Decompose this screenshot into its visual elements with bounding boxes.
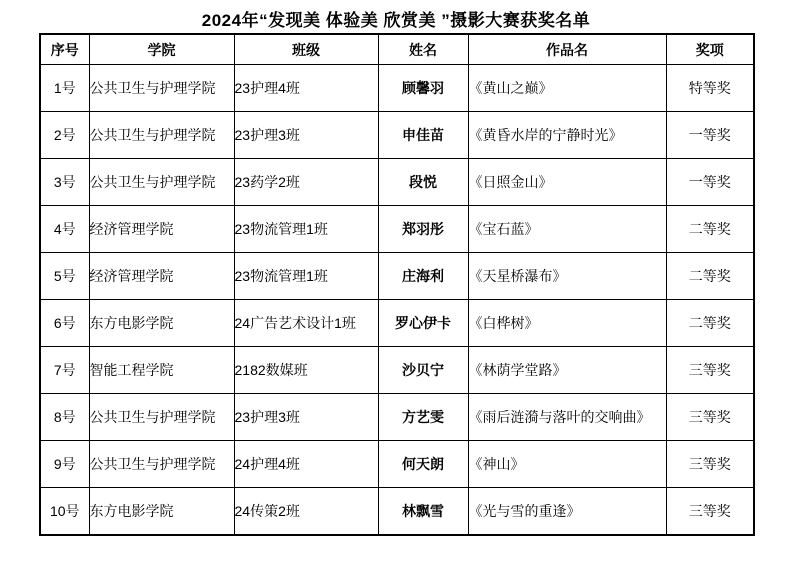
- cell-work: 《黄昏水岸的宁静时光》: [468, 112, 666, 159]
- col-header-work: 作品名: [468, 34, 666, 65]
- col-header-award: 奖项: [666, 34, 754, 65]
- cell-name: 顾馨羽: [378, 65, 468, 112]
- cell-college: 经济管理学院: [89, 253, 234, 300]
- cell-college: 智能工程学院: [89, 347, 234, 394]
- cell-award: 一等奖: [666, 112, 754, 159]
- cell-name: 庄海利: [378, 253, 468, 300]
- cell-award: 二等奖: [666, 253, 754, 300]
- table-row: [40, 394, 754, 441]
- cell-no: 2号: [40, 112, 89, 159]
- cell-no: 3号: [40, 159, 89, 206]
- table-row: [40, 347, 754, 394]
- cell-college: 经济管理学院: [89, 206, 234, 253]
- cell-work: 《林荫学堂路》: [468, 347, 666, 394]
- cell-college: 公共卫生与护理学院: [89, 112, 234, 159]
- cell-college: 东方电影学院: [89, 300, 234, 347]
- cell-no: 8号: [40, 394, 89, 441]
- cell-class: 24广告艺术设计1班: [234, 300, 378, 347]
- awards-table: [39, 33, 755, 536]
- table-row: [40, 206, 754, 253]
- cell-class: 23护理4班: [234, 65, 378, 112]
- cell-award: 特等奖: [666, 65, 754, 112]
- cell-work: 《天星桥瀑布》: [468, 253, 666, 300]
- cell-class: 23物流管理1班: [234, 206, 378, 253]
- cell-college: 公共卫生与护理学院: [89, 65, 234, 112]
- cell-name: 申佳苗: [378, 112, 468, 159]
- col-header-no: 序号: [40, 34, 89, 65]
- table-row: [40, 488, 754, 536]
- cell-class: 23护理3班: [234, 112, 378, 159]
- header-row: [40, 34, 754, 65]
- cell-name: 方艺雯: [378, 394, 468, 441]
- cell-name: 郑羽彤: [378, 206, 468, 253]
- cell-name: 林飘雪: [378, 488, 468, 536]
- table-row: [40, 253, 754, 300]
- cell-no: 9号: [40, 441, 89, 488]
- cell-award: 二等奖: [666, 300, 754, 347]
- cell-name: 沙贝宁: [378, 347, 468, 394]
- cell-class: 24护理4班: [234, 441, 378, 488]
- cell-class: 2182数媒班: [234, 347, 378, 394]
- cell-award: 二等奖: [666, 206, 754, 253]
- cell-college: 公共卫生与护理学院: [89, 394, 234, 441]
- cell-no: 4号: [40, 206, 89, 253]
- cell-award: 三等奖: [666, 394, 754, 441]
- cell-work: 《宝石蓝》: [468, 206, 666, 253]
- table-row: [40, 159, 754, 206]
- cell-no: 1号: [40, 65, 89, 112]
- cell-work: 《黄山之巅》: [468, 65, 666, 112]
- cell-work: 《神山》: [468, 441, 666, 488]
- col-header-class: 班级: [234, 34, 378, 65]
- cell-name: 何天朗: [378, 441, 468, 488]
- cell-work: 《日照金山》: [468, 159, 666, 206]
- cell-work: 《白桦树》: [468, 300, 666, 347]
- cell-class: 23药学2班: [234, 159, 378, 206]
- cell-class: 23护理3班: [234, 394, 378, 441]
- cell-name: 段悦: [378, 159, 468, 206]
- table-row: [40, 300, 754, 347]
- cell-name: 罗心伊卡: [378, 300, 468, 347]
- cell-college: 公共卫生与护理学院: [89, 159, 234, 206]
- col-header-name: 姓名: [378, 34, 468, 65]
- table-row: [40, 441, 754, 488]
- cell-work: 《雨后涟漪与落叶的交响曲》: [468, 394, 666, 441]
- col-header-college: 学院: [89, 34, 234, 65]
- cell-college: 公共卫生与护理学院: [89, 441, 234, 488]
- cell-class: 23物流管理1班: [234, 253, 378, 300]
- page-title: 2024年“发现美 体验美 欣赏美 ”摄影大赛获奖名单: [201, 11, 591, 30]
- cell-award: 一等奖: [666, 159, 754, 206]
- cell-class: 24传策2班: [234, 488, 378, 536]
- cell-no: 6号: [40, 300, 89, 347]
- cell-college: 东方电影学院: [89, 488, 234, 536]
- table-row: [40, 65, 754, 112]
- cell-no: 10号: [40, 488, 89, 536]
- cell-work: 《光与雪的重逢》: [468, 488, 666, 536]
- table-row: [40, 112, 754, 159]
- cell-no: 5号: [40, 253, 89, 300]
- cell-no: 7号: [40, 347, 89, 394]
- cell-award: 三等奖: [666, 441, 754, 488]
- cell-award: 三等奖: [666, 347, 754, 394]
- cell-award: 三等奖: [666, 488, 754, 536]
